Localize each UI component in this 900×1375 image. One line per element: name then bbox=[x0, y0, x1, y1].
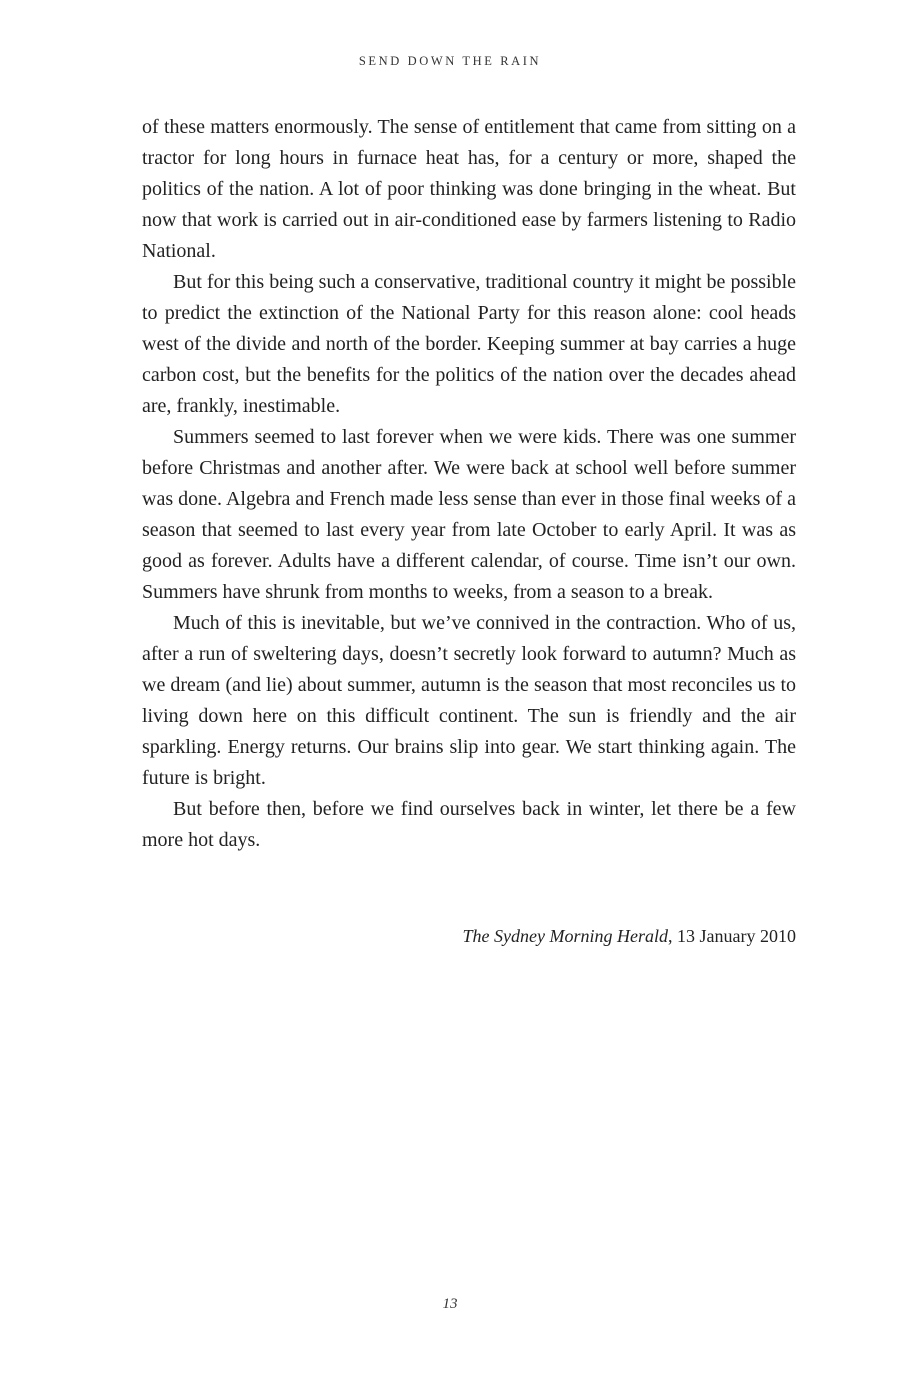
source-date: , 13 January 2010 bbox=[668, 926, 796, 946]
paragraph: But before then, before we find ourselves back in winter, let there be a few more hot days. bbox=[142, 798, 796, 851]
body-text bbox=[142, 112, 796, 856]
running-head: SEND DOWN THE RAIN bbox=[358, 54, 542, 68]
paragraph-continued: of these matters enormously. The sense of entitlement that came from sitting on a tractor for long hours in furnace heat has, for a century or more, shaped the politics of the nation. A lot of poor thinking was done bringing in the wheat. But now that work is carried out in air-conditioned ease by farmers listening to Radio National. bbox=[142, 116, 796, 262]
source-citation bbox=[142, 922, 796, 950]
paragraph: Summers seemed to last forever when we were kids. There was one summer before Christmas and another after. We were back at school well before summer was done. Algebra and French made less sense than ever in those final weeks of a season that seemed to last every year from late October to early April. It was as good as forever. Adults have a different calendar, of course. Time isn’t our own. Summers have shrunk from months to weeks, from a season to a break. bbox=[142, 426, 796, 603]
page-number: 13 bbox=[442, 1296, 458, 1312]
paragraph: But for this being such a conservative, traditional country it might be possible to predict the extinction of the National Party for this reason alone: cool heads west of the divide and north of the border. Keeping summer at bay carries a huge carbon cost, but the benefits for the politics of the nation over the decades ahead are, frankly, inestimable. bbox=[142, 271, 796, 417]
source-publication: The Sydney Morning Herald bbox=[462, 926, 669, 946]
paragraph: Much of this is inevitable, but we’ve connived in the contraction. Who of us, after a run of sweltering days, doesn’t secretly look forward to autumn? Much as we dream (and lie) about summer, autumn is the season that most reconciles us to living down here on this difficult continent. The sun is friendly and the air sparkling. Energy returns. Our brains slip into gear. We start thinking again. The future is bright. bbox=[142, 612, 796, 789]
